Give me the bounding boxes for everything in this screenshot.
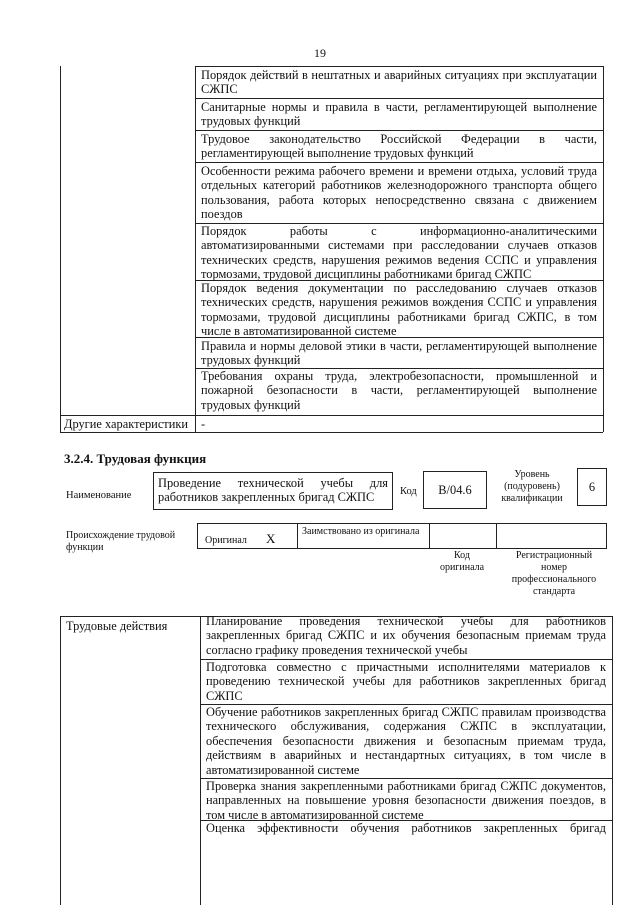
row-divider: [195, 162, 603, 163]
origin-divider: [429, 523, 430, 549]
name-label: Наименование: [66, 490, 132, 501]
page-number: 19: [314, 46, 326, 60]
level-value: 6: [588, 480, 596, 494]
action-item: Оценка эффективности обучения работников закрепленных бригад: [206, 821, 606, 835]
origin-divider: [496, 523, 497, 549]
code-original-label: Код оригинала: [439, 550, 485, 573]
other-characteristics-label: Другие характеристики: [64, 417, 189, 431]
row-divider: [60, 415, 603, 416]
level-label: Уровень (подуровень) квалификации: [501, 469, 563, 504]
table-cell: Правила и нормы деловой этики в части, регламентирующей выполнение трудовых функций: [201, 339, 597, 368]
other-characteristics-value: -: [201, 417, 206, 431]
table-border-left: [60, 616, 61, 905]
original-mark: X: [266, 531, 276, 546]
row-divider: [195, 130, 603, 131]
action-item: Планирование проведения технической учебы для работников закрепленных бригад СЖПС и их обучения безопасным приемам труда согласно графику проведения технической учебы: [206, 614, 606, 657]
original-label: Оригинал: [205, 535, 247, 546]
table-border-right: [612, 616, 613, 905]
actions-label: Трудовые действия: [66, 619, 168, 633]
table-border-bottom: [60, 432, 603, 433]
origin-divider: [297, 523, 298, 549]
action-item: Обучение работников закрепленных бригад СЖПС правилам производства технического обслуживания, содержания СЖПС в эксплуатации, обеспечения безопасности движения и безопасным приемам труда, действиям в аварийных и нестандартных ситуациях, в том числе в автоматизированной системе: [206, 705, 606, 777]
table-border-left: [60, 66, 61, 432]
table-cell: Требования охраны труда, электробезопасности, промышленной и пожарной безопасности в части, регламентирующей выполнение трудовых функций: [201, 369, 597, 412]
code-label: Код: [400, 486, 417, 497]
section-title: 3.2.4. Трудовая функция: [64, 451, 207, 466]
action-item: Подготовка совместно с причастными исполнителями материалов к проведению технической учебы для работников закрепленных бригад СЖПС: [206, 660, 606, 703]
code-value: B/04.6: [438, 483, 472, 497]
reg-number-label: Регистрационный номер профессионального стандарта: [511, 550, 597, 597]
table-cell: Порядок работы с информационно-аналитическими автоматизированными системами при расследовании случаев отказов технических средств, нарушения режимов ведения ССПС и управления тормозами, трудовой дисциплины работниками бригад СЖПС: [201, 224, 597, 282]
table-cell: Порядок ведения документации по расследованию случаев отказов технических средств, нарушения режимов вождения ССПС и управления тормозами, трудовой дисциплины работниками бригад СЖПС, в том числе в автоматизированной системе: [201, 281, 597, 339]
borrowed-label: Заимствовано из оригинала: [302, 526, 420, 537]
table-border-top: [195, 66, 603, 67]
action-item: Проверка знания закрепленными работниками бригад СЖПС документов, направленных на повышение уровня безопасности движения поездов, в том числе в автоматизированной системе: [206, 779, 606, 822]
table-cell: Трудовое законодательство Российской Федерации в части, регламентирующей выполнение трудовых функций: [201, 132, 597, 161]
table-divider: [195, 66, 196, 432]
table-border-right: [603, 66, 604, 432]
function-name: Проведение технической учебы для работников закрепленных бригад СЖПС: [158, 476, 388, 505]
row-divider: [195, 98, 603, 99]
table-cell: Санитарные нормы и правила в части, регламентирующей выполнение трудовых функций: [201, 100, 597, 129]
table-cell: Особенности режима рабочего времени и времени отдыха, условий труда отдельных категорий работников железнодорожного транспорта общего пользования, работа которых непосредственно связана с движением поездов: [201, 164, 597, 222]
origin-label: Происхождение трудовой функции: [66, 530, 176, 553]
table-cell: Порядок действий в нештатных и аварийных ситуациях при эксплуатации СЖПС: [201, 68, 597, 97]
